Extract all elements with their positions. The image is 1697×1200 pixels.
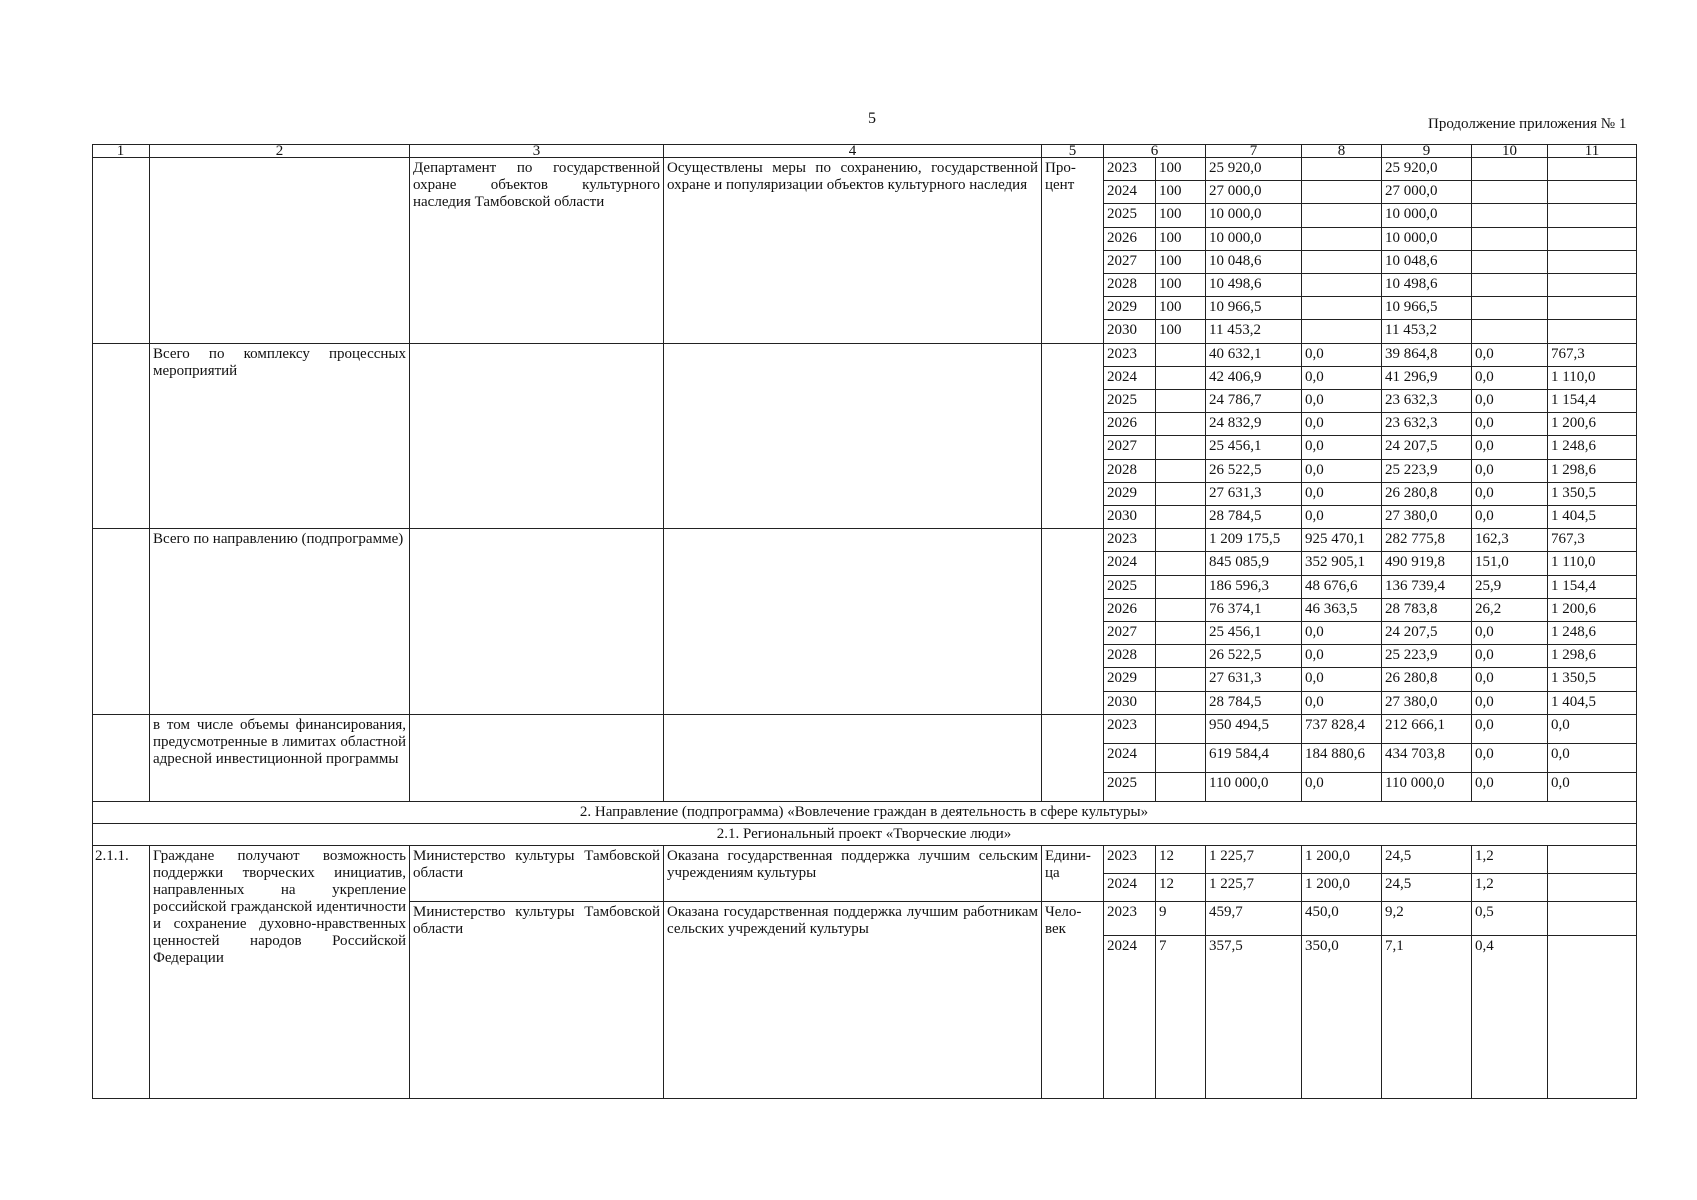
indicator-value: 12 — [1156, 874, 1206, 902]
amount-cell: 1 200,0 — [1302, 874, 1382, 902]
amount-cell: 0,0 — [1548, 715, 1637, 744]
amount-cell — [1548, 297, 1637, 320]
item-name: Всего по направлению (подпрограмме) — [150, 529, 410, 715]
amount-cell: 1 404,5 — [1548, 506, 1637, 529]
amount-cell: 352 905,1 — [1302, 552, 1382, 575]
amount-cell: 25 223,9 — [1382, 645, 1472, 668]
amount-cell: 767,3 — [1548, 344, 1637, 367]
amount-cell: 0,0 — [1472, 773, 1548, 802]
responsible-executor: Департамент по государственной охране объектов культурного наследия Тамбовской области — [410, 158, 664, 344]
indicator-value — [1156, 506, 1206, 529]
amount-cell: 10 966,5 — [1206, 297, 1302, 320]
amount-cell: 1 225,7 — [1206, 874, 1302, 902]
indicator-value — [1156, 744, 1206, 773]
amount-cell: 26,2 — [1472, 599, 1548, 622]
year-cell: 2025 — [1104, 773, 1156, 802]
item-name: Граждане получают возможность поддержки творческих инициатив, направленных на укрепление российской гражданской идентичности и сохранение духовно-нравственных ценностей народов Российской Федерации — [150, 846, 410, 1099]
amount-cell: 9,2 — [1382, 902, 1472, 936]
amount-cell: 27 000,0 — [1382, 181, 1472, 204]
amount-cell: 619 584,4 — [1206, 744, 1302, 773]
amount-cell: 0,0 — [1472, 715, 1548, 744]
header-cell-1: 1 — [92, 144, 150, 158]
amount-cell: 26 522,5 — [1206, 645, 1302, 668]
amount-cell: 26 522,5 — [1206, 460, 1302, 483]
indicator-value: 9 — [1156, 902, 1206, 936]
amount-cell: 450,0 — [1302, 902, 1382, 936]
amount-cell: 151,0 — [1472, 552, 1548, 575]
amount-cell: 0,0 — [1302, 483, 1382, 506]
header-cell-11: 11 — [1548, 144, 1637, 158]
amount-cell: 737 828,4 — [1302, 715, 1382, 744]
amount-cell: 1 209 175,5 — [1206, 529, 1302, 552]
amount-cell: 24,5 — [1382, 874, 1472, 902]
indicator-value: 100 — [1156, 297, 1206, 320]
indicator-value — [1156, 773, 1206, 802]
year-cell: 2030 — [1104, 506, 1156, 529]
indicator-value: 100 — [1156, 251, 1206, 274]
year-cell: 2024 — [1104, 874, 1156, 902]
row-number — [92, 529, 150, 715]
amount-cell: 10 048,6 — [1382, 251, 1472, 274]
amount-cell: 28 783,8 — [1382, 599, 1472, 622]
amount-cell: 1,2 — [1472, 846, 1548, 874]
amount-cell: 0,0 — [1302, 692, 1382, 715]
responsible-executor: Министерство культуры Тамбовской области — [410, 846, 664, 902]
amount-cell: 0,0 — [1302, 645, 1382, 668]
result-description: Оказана государственная поддержка лучшим сельским учреждениям культуры — [664, 846, 1042, 902]
amount-cell: 0,0 — [1302, 460, 1382, 483]
amount-cell: 1,2 — [1472, 874, 1548, 902]
continuation-label: Продолжение приложения № 1 — [1428, 116, 1627, 132]
amount-cell — [1472, 158, 1548, 181]
amount-cell: 1 350,5 — [1548, 668, 1637, 691]
amount-cell: 24 207,5 — [1382, 436, 1472, 459]
amount-cell: 0,0 — [1472, 668, 1548, 691]
page-number: 5 — [868, 110, 876, 127]
amount-cell: 0,0 — [1548, 773, 1637, 802]
indicator-value — [1156, 436, 1206, 459]
amount-cell: 25 456,1 — [1206, 622, 1302, 645]
amount-cell — [1472, 320, 1548, 343]
amount-cell: 27 380,0 — [1382, 506, 1472, 529]
amount-cell: 10 498,6 — [1206, 274, 1302, 297]
indicator-value — [1156, 692, 1206, 715]
amount-cell: 186 596,3 — [1206, 576, 1302, 599]
amount-cell — [1472, 181, 1548, 204]
unit-of-measure — [1042, 344, 1104, 530]
indicator-value — [1156, 344, 1206, 367]
amount-cell — [1472, 251, 1548, 274]
item-name: в том числе объемы финансирования, предусмотренные в лимитах областной адресной инвестиционной программы — [150, 715, 410, 802]
row-number — [92, 344, 150, 530]
amount-cell: 0,0 — [1472, 413, 1548, 436]
header-cell-7: 7 — [1206, 144, 1302, 158]
amount-cell: 28 784,5 — [1206, 506, 1302, 529]
amount-cell — [1548, 158, 1637, 181]
amount-cell: 434 703,8 — [1382, 744, 1472, 773]
year-cell: 2027 — [1104, 436, 1156, 459]
amount-cell: 1 248,6 — [1548, 622, 1637, 645]
amount-cell: 184 880,6 — [1302, 744, 1382, 773]
amount-cell: 7,1 — [1382, 936, 1472, 1099]
amount-cell — [1548, 846, 1637, 874]
indicator-value — [1156, 715, 1206, 744]
amount-cell: 27 380,0 — [1382, 692, 1472, 715]
responsible-executor: Министерство культуры Тамбовской области — [410, 902, 664, 1099]
year-cell: 2025 — [1104, 390, 1156, 413]
amount-cell: 0,0 — [1302, 622, 1382, 645]
amount-cell: 24 786,7 — [1206, 390, 1302, 413]
amount-cell: 0,0 — [1302, 367, 1382, 390]
amount-cell: 845 085,9 — [1206, 552, 1302, 575]
amount-cell — [1472, 297, 1548, 320]
amount-cell: 1 154,4 — [1548, 576, 1637, 599]
amount-cell — [1302, 181, 1382, 204]
responsible-executor — [410, 715, 664, 802]
amount-cell: 10 000,0 — [1382, 204, 1472, 227]
amount-cell: 10 000,0 — [1206, 204, 1302, 227]
unit-of-measure — [1042, 715, 1104, 802]
year-cell: 2028 — [1104, 645, 1156, 668]
year-cell: 2030 — [1104, 692, 1156, 715]
header-cell-2: 2 — [150, 144, 410, 158]
amount-cell: 10 000,0 — [1382, 228, 1472, 251]
header-cell-9: 9 — [1382, 144, 1472, 158]
indicator-value — [1156, 483, 1206, 506]
amount-cell: 25 456,1 — [1206, 436, 1302, 459]
amount-cell: 10 966,5 — [1382, 297, 1472, 320]
amount-cell: 0,0 — [1472, 692, 1548, 715]
amount-cell — [1548, 251, 1637, 274]
amount-cell: 136 739,4 — [1382, 576, 1472, 599]
item-name: Всего по комплексу процессных мероприятий — [150, 344, 410, 530]
amount-cell: 26 280,8 — [1382, 668, 1472, 691]
amount-cell: 26 280,8 — [1382, 483, 1472, 506]
indicator-value: 100 — [1156, 204, 1206, 227]
year-cell: 2026 — [1104, 228, 1156, 251]
amount-cell: 42 406,9 — [1206, 367, 1302, 390]
amount-cell: 1 110,0 — [1548, 367, 1637, 390]
amount-cell — [1548, 320, 1637, 343]
indicator-value — [1156, 552, 1206, 575]
amount-cell: 0,5 — [1472, 902, 1548, 936]
amount-cell: 1 298,6 — [1548, 645, 1637, 668]
amount-cell: 1 350,5 — [1548, 483, 1637, 506]
header-cell-3: 3 — [410, 144, 664, 158]
amount-cell — [1548, 274, 1637, 297]
indicator-value — [1156, 413, 1206, 436]
indicator-value — [1156, 599, 1206, 622]
amount-cell: 48 676,6 — [1302, 576, 1382, 599]
amount-cell: 27 000,0 — [1206, 181, 1302, 204]
year-cell: 2029 — [1104, 483, 1156, 506]
amount-cell: 11 453,2 — [1382, 320, 1472, 343]
year-cell: 2023 — [1104, 158, 1156, 181]
amount-cell: 1 200,6 — [1548, 599, 1637, 622]
amount-cell: 0,0 — [1472, 436, 1548, 459]
amount-cell — [1302, 158, 1382, 181]
subsection-title: 2.1. Региональный проект «Творческие люди» — [92, 824, 1637, 846]
indicator-value — [1156, 622, 1206, 645]
year-cell: 2027 — [1104, 251, 1156, 274]
amount-cell: 0,0 — [1302, 668, 1382, 691]
amount-cell: 767,3 — [1548, 529, 1637, 552]
amount-cell: 0,0 — [1302, 773, 1382, 802]
year-cell: 2028 — [1104, 460, 1156, 483]
amount-cell: 0,0 — [1472, 483, 1548, 506]
amount-cell: 0,0 — [1472, 506, 1548, 529]
result-description — [664, 715, 1042, 802]
amount-cell — [1548, 204, 1637, 227]
amount-cell: 0,0 — [1472, 390, 1548, 413]
indicator-value — [1156, 668, 1206, 691]
year-cell: 2023 — [1104, 529, 1156, 552]
year-cell: 2023 — [1104, 902, 1156, 936]
amount-cell: 76 374,1 — [1206, 599, 1302, 622]
amount-cell: 925 470,1 — [1302, 529, 1382, 552]
amount-cell: 24 832,9 — [1206, 413, 1302, 436]
indicator-value: 7 — [1156, 936, 1206, 1099]
amount-cell: 1 110,0 — [1548, 552, 1637, 575]
amount-cell: 0,0 — [1302, 344, 1382, 367]
amount-cell: 459,7 — [1206, 902, 1302, 936]
amount-cell — [1472, 274, 1548, 297]
amount-cell: 0,0 — [1302, 390, 1382, 413]
indicator-value: 100 — [1156, 274, 1206, 297]
amount-cell: 0,4 — [1472, 936, 1548, 1099]
year-cell: 2023 — [1104, 846, 1156, 874]
amount-cell: 27 631,3 — [1206, 668, 1302, 691]
indicator-value — [1156, 367, 1206, 390]
result-description — [664, 529, 1042, 715]
year-cell: 2023 — [1104, 344, 1156, 367]
indicator-value: 100 — [1156, 158, 1206, 181]
amount-cell — [1302, 204, 1382, 227]
amount-cell: 23 632,3 — [1382, 413, 1472, 436]
responsible-executor — [410, 344, 664, 530]
amount-cell: 25,9 — [1472, 576, 1548, 599]
amount-cell — [1548, 228, 1637, 251]
indicator-value: 12 — [1156, 846, 1206, 874]
amount-cell: 11 453,2 — [1206, 320, 1302, 343]
unit-of-measure — [1042, 529, 1104, 715]
amount-cell: 1 225,7 — [1206, 846, 1302, 874]
year-cell: 2024 — [1104, 744, 1156, 773]
amount-cell — [1548, 902, 1637, 936]
header-cell-6: 6 — [1104, 144, 1206, 158]
amount-cell: 0,0 — [1472, 344, 1548, 367]
amount-cell: 40 632,1 — [1206, 344, 1302, 367]
amount-cell: 0,0 — [1302, 413, 1382, 436]
amount-cell: 212 666,1 — [1382, 715, 1472, 744]
unit-of-measure: Про-цент — [1042, 158, 1104, 344]
year-cell: 2029 — [1104, 297, 1156, 320]
amount-cell: 25 920,0 — [1206, 158, 1302, 181]
amount-cell: 1 298,6 — [1548, 460, 1637, 483]
year-cell: 2025 — [1104, 576, 1156, 599]
amount-cell — [1472, 228, 1548, 251]
amount-cell: 10 048,6 — [1206, 251, 1302, 274]
amount-cell: 0,0 — [1472, 645, 1548, 668]
amount-cell: 110 000,0 — [1382, 773, 1472, 802]
amount-cell — [1548, 936, 1637, 1099]
amount-cell — [1302, 251, 1382, 274]
amount-cell: 1 200,0 — [1302, 846, 1382, 874]
year-cell: 2024 — [1104, 552, 1156, 575]
amount-cell: 25 920,0 — [1382, 158, 1472, 181]
indicator-value — [1156, 529, 1206, 552]
year-cell: 2024 — [1104, 181, 1156, 204]
indicator-value — [1156, 645, 1206, 668]
amount-cell: 28 784,5 — [1206, 692, 1302, 715]
indicator-value — [1156, 460, 1206, 483]
amount-cell: 0,0 — [1472, 367, 1548, 390]
amount-cell: 24,5 — [1382, 846, 1472, 874]
amount-cell: 0,0 — [1302, 436, 1382, 459]
year-cell: 2024 — [1104, 936, 1156, 1099]
indicator-value — [1156, 576, 1206, 599]
amount-cell: 1 200,6 — [1548, 413, 1637, 436]
amount-cell: 0,0 — [1472, 460, 1548, 483]
year-cell: 2024 — [1104, 367, 1156, 390]
row-number — [92, 158, 150, 344]
indicator-value: 100 — [1156, 228, 1206, 251]
amount-cell: 282 775,8 — [1382, 529, 1472, 552]
amount-cell: 25 223,9 — [1382, 460, 1472, 483]
amount-cell — [1302, 320, 1382, 343]
amount-cell: 350,0 — [1302, 936, 1382, 1099]
amount-cell: 162,3 — [1472, 529, 1548, 552]
amount-cell — [1302, 274, 1382, 297]
responsible-executor — [410, 529, 664, 715]
year-cell: 2028 — [1104, 274, 1156, 297]
year-cell: 2027 — [1104, 622, 1156, 645]
year-cell: 2030 — [1104, 320, 1156, 343]
amount-cell: 357,5 — [1206, 936, 1302, 1099]
header-cell-8: 8 — [1302, 144, 1382, 158]
result-description: Оказана государственная поддержка лучшим работникам сельских учреждений культуры — [664, 902, 1042, 1099]
indicator-value — [1156, 390, 1206, 413]
year-cell: 2026 — [1104, 413, 1156, 436]
amount-cell: 0,0 — [1548, 744, 1637, 773]
result-description: Осуществлены меры по сохранению, государственной охране и популяризации объектов культурного наследия — [664, 158, 1042, 344]
year-cell: 2023 — [1104, 715, 1156, 744]
header-cell-5: 5 — [1042, 144, 1104, 158]
row-number: 2.1.1. — [92, 846, 150, 1099]
amount-cell — [1302, 228, 1382, 251]
indicator-value: 100 — [1156, 181, 1206, 204]
section-title: 2. Направление (подпрограмма) «Вовлечение граждан в деятельность в сфере культуры» — [92, 802, 1637, 824]
year-cell: 2026 — [1104, 599, 1156, 622]
item-name — [150, 158, 410, 344]
amount-cell: 10 498,6 — [1382, 274, 1472, 297]
row-number — [92, 715, 150, 802]
amount-cell — [1302, 297, 1382, 320]
amount-cell: 110 000,0 — [1206, 773, 1302, 802]
amount-cell: 23 632,3 — [1382, 390, 1472, 413]
amount-cell: 950 494,5 — [1206, 715, 1302, 744]
result-description — [664, 344, 1042, 530]
year-cell: 2025 — [1104, 204, 1156, 227]
budget-table — [92, 144, 1637, 1099]
amount-cell: 1 404,5 — [1548, 692, 1637, 715]
amount-cell: 0,0 — [1302, 506, 1382, 529]
amount-cell: 1 248,6 — [1548, 436, 1637, 459]
amount-cell — [1472, 204, 1548, 227]
amount-cell: 46 363,5 — [1302, 599, 1382, 622]
amount-cell — [1548, 874, 1637, 902]
header-cell-10: 10 — [1472, 144, 1548, 158]
amount-cell: 490 919,8 — [1382, 552, 1472, 575]
amount-cell: 39 864,8 — [1382, 344, 1472, 367]
amount-cell: 27 631,3 — [1206, 483, 1302, 506]
year-cell: 2029 — [1104, 668, 1156, 691]
amount-cell: 0,0 — [1472, 744, 1548, 773]
unit-of-measure: Едини-ца — [1042, 846, 1104, 902]
amount-cell: 1 154,4 — [1548, 390, 1637, 413]
amount-cell: 24 207,5 — [1382, 622, 1472, 645]
amount-cell: 41 296,9 — [1382, 367, 1472, 390]
unit-of-measure: Чело-век — [1042, 902, 1104, 1099]
amount-cell: 0,0 — [1472, 622, 1548, 645]
header-cell-4: 4 — [664, 144, 1042, 158]
amount-cell: 10 000,0 — [1206, 228, 1302, 251]
indicator-value: 100 — [1156, 320, 1206, 343]
amount-cell — [1548, 181, 1637, 204]
